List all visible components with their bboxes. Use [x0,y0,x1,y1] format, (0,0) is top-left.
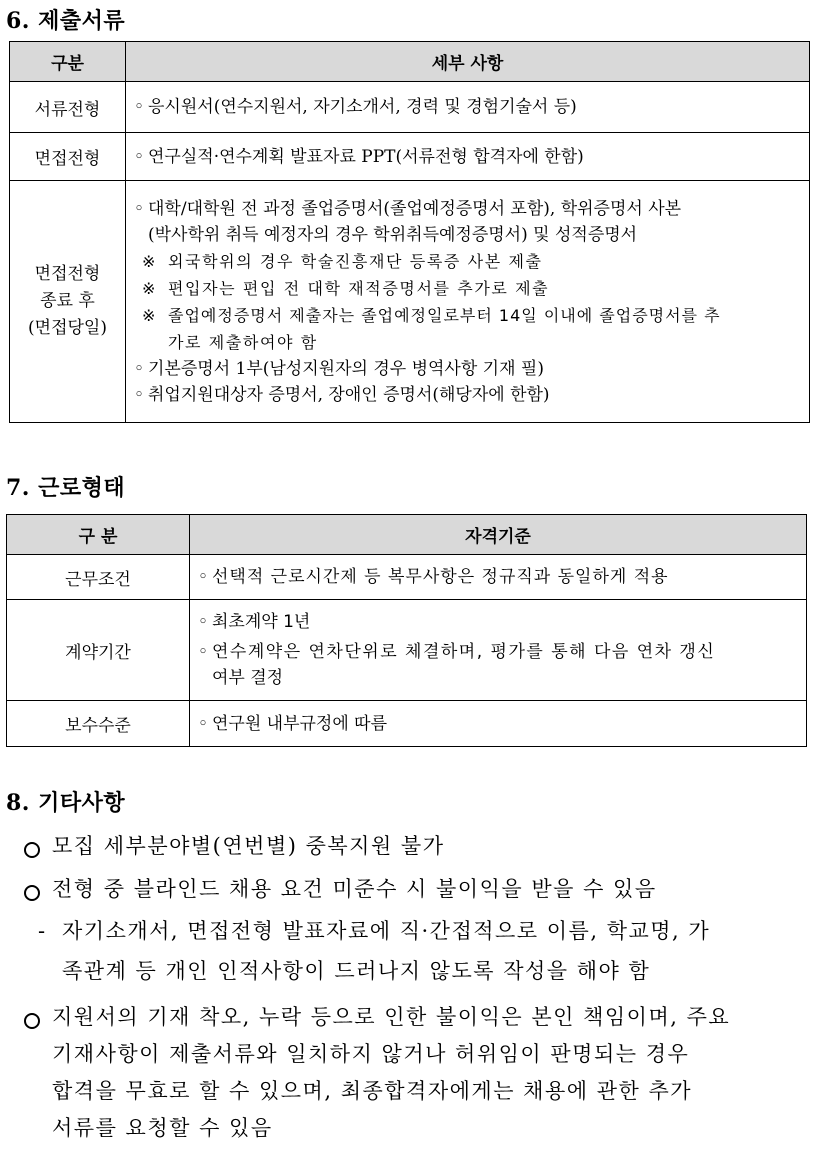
note-responsibility-4: 서류를 요청할 수 있음 [52,1116,273,1140]
label-line: 면접전형 [34,264,101,284]
submission-documents-table [9,41,810,423]
detail-line: 연수계약은 연차단위로 체결하며, 평가를 통해 다음 연차 갱신 [212,642,716,662]
detail-line: 기본증명서 1부(남성지원자의 경우 병역사항 기재 필) [148,358,544,379]
row-document-screening-details: ◦ 응시원서(연수지원서, 자기소개서, 경력 및 경험기술서 등) [126,82,810,133]
section-8-title: 8. 기타사항 [6,790,126,816]
section-6-title: 6. 제출서류 [6,8,126,34]
row-salary-details: ◦ 연구원 내부규정에 따름 [190,701,807,747]
row-contract-period-details: ◦ 최초계약 1년 ◦ 연수계약은 연차단위로 체결하며, 평가를 통해 다음 연차 갱신 여부 결정 [190,600,807,701]
note-line: 외국학위의 경우 학술진흥재단 등록증 사본 제출 [168,251,543,271]
detail-line: 선택적 근로시간제 등 복무사항은 정규직과 동일하게 적용 [212,567,669,587]
note-blind-hiring-detail-1: 자기소개서, 면접전형 발표자료에 직·간접적으로 이름, 학교명, 가 [62,919,711,943]
header-category: 구 분 [7,515,190,555]
detail-line: 응시원서(연수지원서, 자기소개서, 경력 및 경험기술서 등) [148,97,577,117]
note-line: 졸업예정증명서 제출자는 졸업예정일로부터 14일 이내에 졸업증명서를 추 [168,305,721,325]
header-category: 구분 [10,42,126,82]
section-7-title: 7. 근로형태 [6,475,126,501]
detail-line: 연구실적·연수계획 발표자료 PPT(서류전형 합격자에 한함) [148,146,584,167]
dash-bullet: - [38,919,47,943]
note-blind-hiring: 전형 중 블라인드 채용 요건 미준수 시 불이익을 받을 수 있음 [52,877,657,901]
row-after-interview-label [10,181,126,423]
note-blind-hiring-detail-2: 족관계 등 개인 인적사항이 드러나지 않도록 작성을 해야 함 [62,959,651,983]
note-responsibility-1: 지원서의 기재 착오, 누락 등으로 인한 불이익은 본인 책임이며, 주요 [52,1005,731,1029]
row-contract-period-label: 계약기간 [7,600,190,701]
row-salary-label: 보수수준 [7,701,190,747]
detail-line: 취업지원대상자 증명서, 장애인 증명서(해당자에 한함) [148,384,550,405]
detail-line-cont: (박사학위 취득 예정자의 경우 학위취득예정증명서) 및 성적증명서 [148,224,638,245]
row-interview-details: ◦ 연구실적·연수계획 발표자료 PPT(서류전형 합격자에 한함) [126,133,810,181]
detail-line: 최초계약 1년 [212,612,311,632]
detail-line: 연구원 내부규정에 따름 [212,713,388,734]
label-line: (면접당일) [28,318,107,338]
row-after-interview-details: ◦ 대학/대학원 전 과정 졸업증명서(졸업예정증명서 포함), 학위증명서 사본 (박사학위 취득 예정자의 경우 학위취득예정증명서) 및 성적증명서 ※ 외국학위의 경우 학술진흥재단 등록증 사본 제출 ※ 편입자는 편입 전 대학 재적증명서를 추가로 제출 ※ 졸업예정증명서 제출자는 졸업예정일로부터 14일 이내에 졸업증명서를 추 가로 제출하여야 함 ◦ 기본증명서 1부(남성지원자의 경우 병역사항 기재 필) ◦ 취업지원대상자 증명서, 장애인 증명서(해당자에 한함) [126,181,810,423]
circle-bullet-icon [24,885,40,901]
note-line-cont: 가로 제출하여야 함 [168,332,318,352]
circle-bullet-icon [24,842,40,858]
detail-line: 대학/대학원 전 과정 졸업증명서(졸업예정증명서 포함), 학위증명서 사본 [148,198,682,219]
row-working-conditions-details: ◦ 선택적 근로시간제 등 복무사항은 정규직과 동일하게 적용 [190,555,807,600]
row-interview-label: 면접전형 [10,133,126,181]
employment-type-table [6,514,807,747]
note-duplicate-application: 모집 세부분야별(연번별) 중복지원 불가 [52,834,445,858]
note-responsibility-2: 기재사항이 제출서류와 일치하지 않거나 허위임이 판명되는 경우 [52,1042,690,1066]
header-details: 세부 사항 [126,42,810,82]
row-working-conditions-label: 근무조건 [7,555,190,600]
detail-line-cont: 여부 결정 [212,668,284,688]
circle-bullet-icon [24,1013,40,1029]
label-line: 종료 후 [40,291,95,311]
note-line: 편입자는 편입 전 대학 재적증명서를 추가로 제출 [168,278,550,298]
row-document-screening-label: 서류전형 [10,82,126,133]
note-responsibility-3: 합격을 무효로 할 수 있으며, 최종합격자에게는 채용에 관한 추가 [52,1079,693,1103]
header-criteria: 자격기준 [190,515,807,555]
